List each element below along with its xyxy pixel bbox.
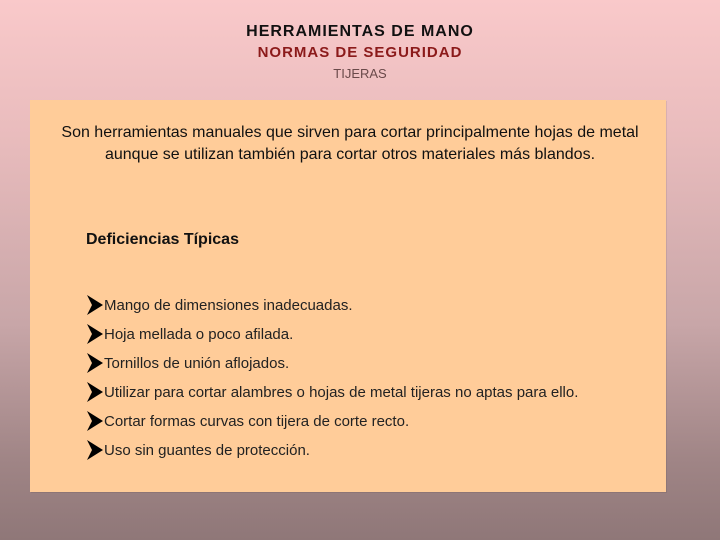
- slide-title: HERRAMIENTAS DE MANO: [246, 23, 474, 40]
- arrowhead-bullet-icon: [86, 294, 104, 316]
- list-item: [86, 316, 578, 345]
- list-item-text: Uso sin guantes de protección.: [104, 442, 310, 459]
- list-item-text: Mango de dimensiones inadecuadas.: [104, 297, 353, 314]
- arrowhead-bullet-icon: [86, 352, 104, 374]
- deficiency-list: [86, 287, 578, 461]
- content-card: [30, 100, 666, 492]
- list-item: [86, 432, 578, 461]
- arrowhead-bullet-icon: [86, 439, 104, 461]
- intro-paragraph: Son herramientas manuales que sirven para cortar principalmente hojas de metal aunque se utilizan también para cortar otros materiales más blandos.: [61, 124, 639, 163]
- list-item-text: Utilizar para cortar alambres o hojas de metal tijeras no aptas para ello.: [104, 384, 579, 401]
- arrowhead-bullet-icon: [86, 410, 104, 432]
- list-item-text: Cortar formas curvas con tijera de corte recto.: [104, 413, 410, 430]
- list-item-text: Tornillos de unión aflojados.: [104, 355, 290, 372]
- arrowhead-bullet-icon: [86, 381, 104, 403]
- list-item-text: Hoja mellada o poco afilada.: [104, 326, 294, 343]
- slide-topic: TIJERAS: [333, 66, 387, 81]
- list-item: [86, 287, 578, 316]
- slide-subtitle: NORMAS DE SEGURIDAD: [257, 44, 463, 61]
- list-item: [86, 374, 578, 403]
- arrowhead-bullet-icon: [86, 323, 104, 345]
- list-item: [86, 403, 578, 432]
- list-item: [86, 345, 578, 374]
- section-heading: Deficiencias Típicas: [86, 231, 239, 248]
- slide-header: [0, 22, 720, 82]
